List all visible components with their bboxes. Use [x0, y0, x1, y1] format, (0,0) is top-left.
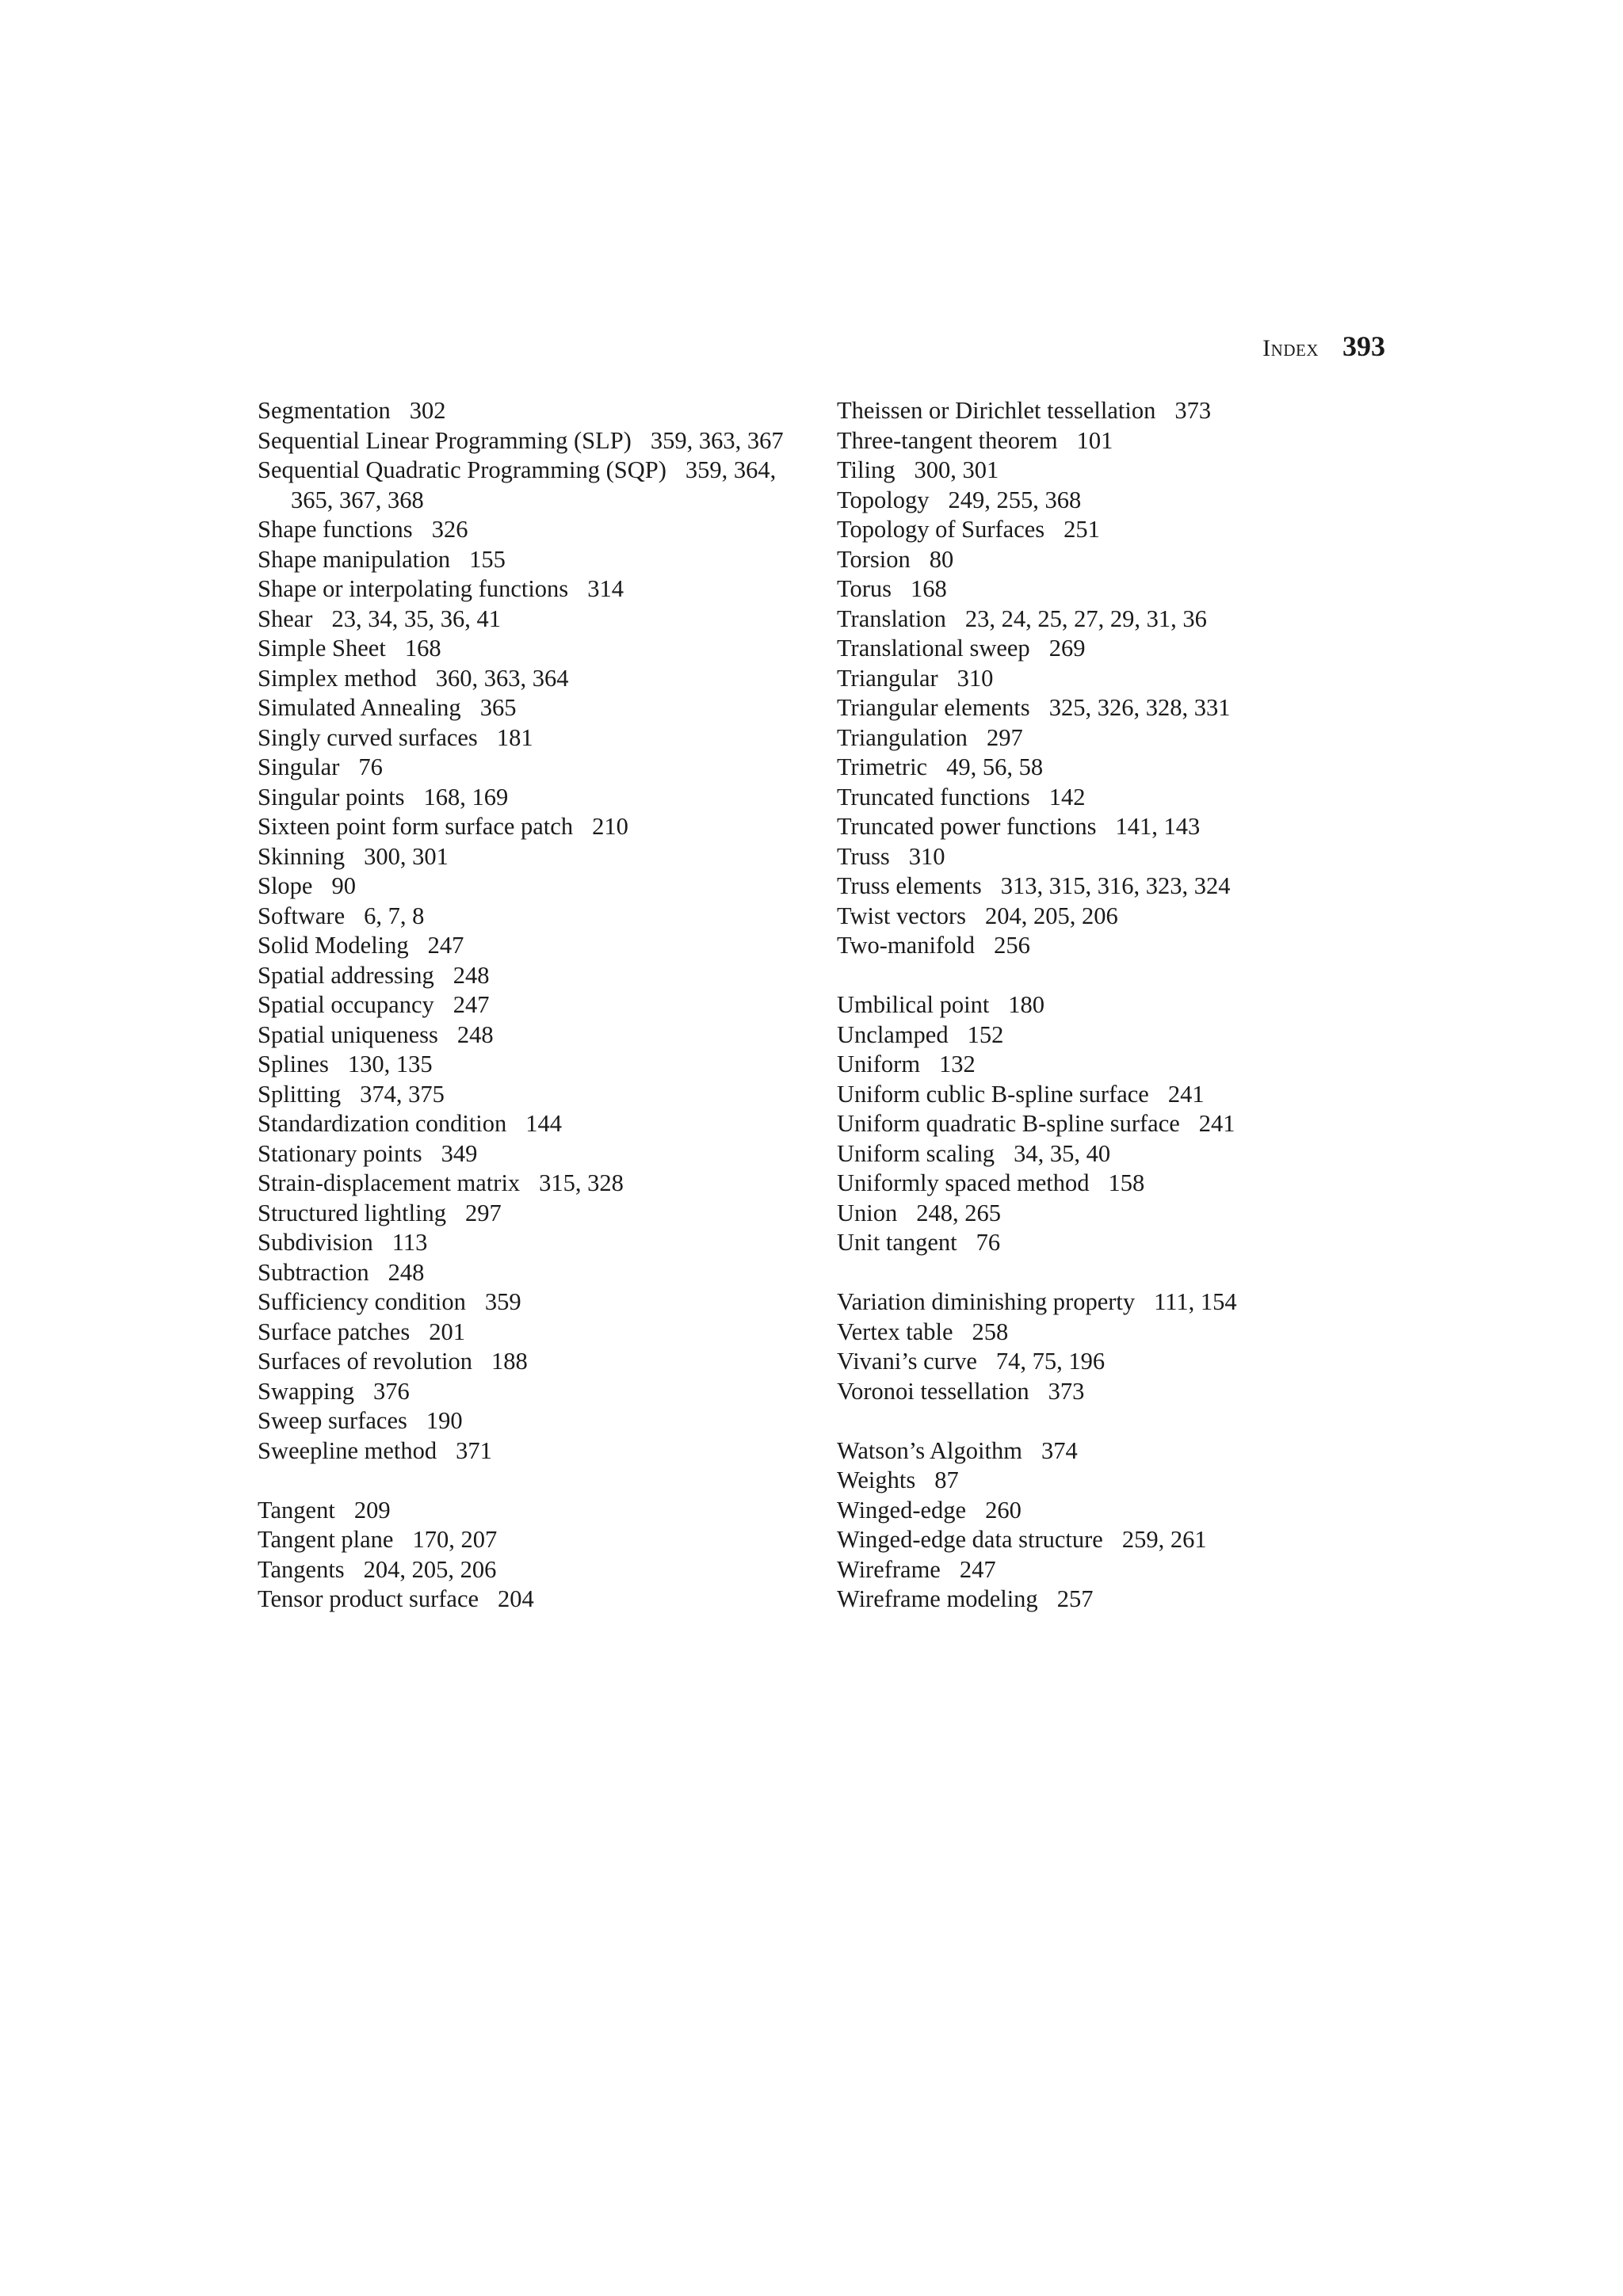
index-entry: [837, 426, 1392, 456]
index-term: Theissen or Dirichlet tessellation: [837, 397, 1156, 424]
index-entry: [837, 1139, 1392, 1169]
index-page-refs: 374, 375: [360, 1080, 445, 1108]
index-term: Sufficiency condition: [258, 1288, 466, 1315]
index-entry: [837, 456, 1392, 486]
index-term: Uniform quadratic B-spline surface: [837, 1110, 1180, 1137]
index-term: Shear: [258, 605, 313, 632]
index-entry: [837, 1436, 1392, 1466]
index-term: Shape functions: [258, 516, 413, 543]
index-page-refs: 300, 301: [364, 842, 449, 870]
index-term: Sweepline method: [258, 1436, 437, 1464]
letter-group-gap: [837, 961, 1392, 991]
index-entry: [258, 1377, 812, 1407]
index-term: Voronoi tessellation: [837, 1377, 1029, 1405]
index-entry: [258, 753, 812, 783]
index-entry: [837, 1228, 1392, 1258]
index-term: Unclamped: [837, 1020, 949, 1048]
index-term: Strain-displacement matrix: [258, 1169, 521, 1196]
index-entry: [837, 902, 1392, 932]
index-entry: [837, 1347, 1392, 1377]
index-entry: [837, 871, 1392, 902]
index-term: Surface patches: [258, 1318, 411, 1345]
index-page-refs: 23, 24, 25, 27, 29, 31, 36: [964, 605, 1207, 632]
index-page-refs: 76: [976, 1229, 1001, 1256]
index-term: Surfaces of revolution: [258, 1348, 473, 1375]
index-term: Sequential Quadratic Programming (SQP): [258, 456, 666, 483]
index-page-refs: 247: [427, 932, 464, 959]
index-page-refs: 260: [985, 1496, 1022, 1524]
index-page-refs: 158: [1108, 1169, 1145, 1196]
index-page-refs: 6, 7, 8: [364, 902, 425, 929]
index-page-refs: 376: [373, 1377, 410, 1405]
index-term: Spatial addressing: [258, 961, 434, 989]
index-term: Truss: [837, 842, 890, 870]
index-page-refs: 248: [453, 961, 490, 989]
index-term: Spatial uniqueness: [258, 1020, 438, 1048]
index-page-refs: 23, 34, 35, 36, 41: [331, 605, 501, 632]
index-entry: [258, 1496, 812, 1526]
index-term: Triangular elements: [837, 694, 1030, 721]
index-entry: [258, 961, 812, 991]
index-term: Solid Modeling: [258, 932, 409, 959]
index-entry: [837, 1287, 1392, 1318]
index-page-refs: 209: [353, 1496, 391, 1524]
running-head: [1262, 330, 1385, 366]
index-entry: [258, 783, 812, 813]
index-page-refs: 204, 205, 206: [985, 902, 1118, 929]
index-term: Sixteen point form surface patch: [258, 813, 574, 840]
index-page-refs: 360, 363, 364: [435, 664, 569, 692]
index-page-refs: 251: [1064, 516, 1100, 543]
index-term: Uniform scaling: [837, 1139, 995, 1167]
index-page-refs: 297: [465, 1199, 502, 1226]
index-entry: [837, 783, 1392, 813]
index-entry: [837, 1199, 1392, 1229]
index-page-refs: 256: [994, 932, 1030, 959]
index-term: Vertex table: [837, 1318, 953, 1345]
index-entry: [258, 1525, 812, 1555]
index-page-refs: 141, 143: [1115, 813, 1201, 840]
index-entry: [837, 396, 1392, 426]
index-page-refs: 87: [934, 1466, 959, 1493]
index-entry: [258, 396, 812, 426]
index-page-refs: 259, 261: [1121, 1526, 1207, 1553]
index-term: Uniform: [837, 1051, 921, 1077]
index-term: Simplex method: [258, 664, 417, 692]
index-page-refs: 314: [587, 575, 624, 602]
index-entry: [258, 1318, 812, 1348]
index-term: Torsion: [837, 545, 911, 573]
index-term: Simple Sheet: [258, 635, 386, 662]
index-page-refs: 168: [404, 635, 441, 662]
index-page-refs: 297: [986, 723, 1023, 751]
index-entry: [258, 515, 812, 545]
index-entry: [837, 693, 1392, 723]
index-page-refs: 373: [1048, 1377, 1085, 1405]
index-entry: [258, 1406, 812, 1436]
index-page-refs: 300, 301: [914, 456, 999, 483]
index-page-refs: 170, 207: [412, 1526, 498, 1553]
index-term: Translation: [837, 605, 946, 632]
index-entry: [258, 990, 812, 1020]
index-entry: [258, 1228, 812, 1258]
index-page-refs: 326: [431, 516, 468, 543]
index-entry: [258, 1109, 812, 1139]
index-page-refs: 74, 75, 196: [995, 1348, 1106, 1375]
index-entry: [258, 902, 812, 932]
index-entry: [837, 842, 1392, 872]
index-entry: [258, 931, 812, 961]
index-page-refs: 359: [484, 1288, 521, 1315]
index-column-right: [837, 396, 1392, 1615]
index-page-refs: 315, 328: [539, 1169, 624, 1196]
index-page-refs: 247: [453, 991, 490, 1018]
index-entry: [258, 871, 812, 902]
index-entry: [258, 812, 812, 842]
index-entry: [837, 723, 1392, 753]
index-entry: [258, 842, 812, 872]
index-term: Truss elements: [837, 872, 982, 899]
index-term: Tensor product surface: [258, 1585, 479, 1612]
index-page-refs: 269: [1048, 635, 1086, 662]
index-term: Two-manifold: [837, 932, 976, 959]
index-term: Singular: [258, 753, 340, 780]
index-term: Tiling: [837, 456, 896, 483]
index-page-refs: 181: [496, 723, 533, 751]
index-term: Torus: [837, 575, 892, 602]
page-number: 393: [1342, 330, 1385, 362]
index-entry: [258, 456, 812, 515]
running-head-label: Index: [1262, 335, 1319, 361]
index-page-refs: 201: [429, 1318, 465, 1345]
index-page-refs: 302: [409, 397, 446, 424]
index-term: Shape manipulation: [258, 545, 451, 573]
index-page-refs: 249, 255, 368: [948, 486, 1082, 513]
index-entry: [837, 545, 1392, 575]
index-term: Spatial occupancy: [258, 991, 434, 1018]
index-page-refs: 241: [1167, 1080, 1205, 1108]
index-term: Weights: [837, 1466, 916, 1493]
index-term: Skinning: [258, 842, 346, 870]
index-page-refs: 359, 363, 367: [650, 426, 784, 454]
index-term: Winged-edge: [837, 1496, 967, 1524]
index-entry: [837, 634, 1392, 664]
index-page-refs: 101: [1076, 426, 1113, 454]
index-page-refs: 168: [911, 575, 947, 602]
index-term: Wireframe: [837, 1555, 941, 1583]
index-page-refs: 49, 56, 58: [946, 753, 1044, 780]
index-term: Truncated power functions: [837, 813, 1097, 840]
index-term: Watson’s Algoithm: [837, 1436, 1022, 1464]
index-term: Three-tangent theorem: [837, 426, 1058, 454]
index-term: Variation diminishing property: [837, 1288, 1136, 1315]
index-entry: [837, 1050, 1392, 1080]
index-term: Winged-edge data structure: [837, 1526, 1103, 1553]
index-entry: [258, 574, 812, 605]
index-entry: [258, 605, 812, 635]
index-entry: [258, 1258, 812, 1288]
index-entry: [837, 1496, 1392, 1526]
index-page-refs: 310: [908, 842, 945, 870]
index-page-refs: 247: [959, 1555, 996, 1583]
letter-group-gap: [837, 1406, 1392, 1436]
index-page-refs: 142: [1048, 783, 1086, 810]
index-entry: [837, 1555, 1392, 1585]
index-column-left: [258, 396, 812, 1615]
index-term: Splines: [258, 1051, 329, 1077]
index-entry: [837, 574, 1392, 605]
index-entry: [258, 1585, 812, 1615]
index-entry: [258, 1050, 812, 1080]
index-term: Simulated Annealing: [258, 694, 461, 721]
index-term: Topology of Surfaces: [837, 516, 1045, 543]
index-term: Union: [837, 1199, 898, 1226]
index-term: Shape or interpolating functions: [258, 575, 569, 602]
index-term: Vivani’s curve: [837, 1348, 977, 1375]
index-page-refs: 168, 169: [423, 783, 509, 810]
index-entry: [837, 812, 1392, 842]
index-term: Singular points: [258, 783, 405, 810]
index-term: Stationary points: [258, 1139, 422, 1167]
index-entry: [258, 1347, 812, 1377]
index-entry: [258, 1199, 812, 1229]
index-entry: [837, 1169, 1392, 1199]
index-entry: [837, 753, 1392, 783]
index-page-refs: 113: [391, 1229, 428, 1256]
letter-group-gap: [837, 1258, 1392, 1288]
letter-group-gap: [258, 1466, 812, 1496]
index-entry: [258, 1169, 812, 1199]
index-entry: [258, 426, 812, 456]
index-term: Tangent: [258, 1496, 335, 1524]
index-page-refs: 210: [592, 813, 628, 840]
index-page-refs: 374: [1041, 1436, 1078, 1464]
index-entry: [258, 1080, 812, 1110]
index-term: Truncated functions: [837, 783, 1030, 810]
index-entry: [258, 1139, 812, 1169]
index-page-refs: 204, 205, 206: [363, 1555, 497, 1583]
index-term: Topology: [837, 486, 930, 513]
index-term: Tangent plane: [258, 1526, 394, 1553]
index-term: Twist vectors: [837, 902, 967, 929]
index-page-refs: 188: [491, 1348, 528, 1375]
index-page-refs: 248, 265: [916, 1199, 1001, 1226]
index-page-refs: 155: [469, 545, 506, 573]
index-term: Translational sweep: [837, 635, 1030, 662]
index-entry: [837, 931, 1392, 961]
index-entry: [837, 1525, 1392, 1555]
index-term: Structured lightling: [258, 1199, 447, 1226]
index-page-refs: 258: [972, 1318, 1009, 1345]
index-entry: [258, 1020, 812, 1051]
index-entry: [837, 1318, 1392, 1348]
index-page-refs: 80: [929, 545, 954, 573]
index-term: Tangents: [258, 1555, 345, 1583]
index-term: Splitting: [258, 1080, 342, 1108]
index-term: Trimetric: [837, 753, 928, 780]
index-page-refs: 371: [456, 1436, 492, 1464]
index-entry: [837, 1585, 1392, 1615]
index-entry: [258, 1287, 812, 1318]
index-entry: [258, 1555, 812, 1585]
index-term: Segmentation: [258, 397, 391, 424]
index-entry: [837, 1377, 1392, 1407]
index-page-refs: 325, 326, 328, 331: [1048, 694, 1231, 721]
index-entry: [837, 1466, 1392, 1496]
index-entry: [837, 1080, 1392, 1110]
index-entry: [258, 1436, 812, 1466]
index-page-refs: 152: [967, 1020, 1004, 1048]
index-term: Sweep surfaces: [258, 1407, 407, 1434]
index-term: Software: [258, 902, 346, 929]
index-entry: [258, 634, 812, 664]
index-entry: [837, 486, 1392, 516]
index-page-refs: 190: [426, 1407, 463, 1434]
index-page-refs: 349: [441, 1139, 478, 1167]
index-term: Slope: [258, 872, 313, 899]
index-page-refs: 132: [939, 1051, 976, 1077]
index-page-refs: 76: [358, 753, 383, 780]
index-term: Uniformly spaced method: [837, 1169, 1090, 1196]
index-page-refs: 111, 154: [1154, 1288, 1237, 1315]
index-page-refs: 180: [1008, 991, 1045, 1018]
index-entry: [837, 1020, 1392, 1051]
index-term: Subdivision: [258, 1229, 373, 1256]
index-page-refs: 313, 315, 316, 323, 324: [1000, 872, 1231, 899]
index-term: Sequential Linear Programming (SLP): [258, 426, 632, 454]
index-term: Wireframe modeling: [837, 1585, 1038, 1612]
index-term: Swapping: [258, 1377, 354, 1405]
index-term: Uniform cublic B-spline surface: [837, 1080, 1149, 1108]
index-term: Triangular: [837, 664, 938, 692]
index-entry: [258, 664, 812, 694]
index-page-refs: 359, 364, 365, 367, 368: [291, 456, 777, 513]
index-term: Standardization condition: [258, 1110, 507, 1137]
index-page-refs: 241: [1198, 1110, 1235, 1137]
index-term: Subtraction: [258, 1258, 369, 1286]
index-entry: [258, 545, 812, 575]
index-page-refs: 310: [957, 664, 994, 692]
index-entry: [837, 515, 1392, 545]
index-page-refs: 130, 135: [347, 1051, 433, 1077]
index-entry: [837, 1109, 1392, 1139]
index-page-refs: 204: [498, 1585, 534, 1612]
index-term: Triangulation: [837, 723, 968, 751]
index-page-refs: 248: [456, 1020, 494, 1048]
index-entry: [837, 605, 1392, 635]
index-page-refs: 144: [525, 1110, 562, 1137]
index-term: Singly curved surfaces: [258, 723, 478, 751]
index-page-refs: 248: [388, 1258, 425, 1286]
index-page-refs: 34, 35, 40: [1014, 1139, 1111, 1167]
index-term: Unit tangent: [837, 1229, 957, 1256]
index-page-refs: 257: [1056, 1585, 1094, 1612]
index-entry: [258, 693, 812, 723]
index-page-refs: 90: [331, 872, 356, 899]
index-page-refs: 365: [479, 694, 517, 721]
index-entry: [837, 664, 1392, 694]
index-term: Umbilical point: [837, 991, 990, 1018]
index-entry: [837, 990, 1392, 1020]
index-page-refs: 373: [1174, 397, 1212, 424]
index-entry: [258, 723, 812, 753]
